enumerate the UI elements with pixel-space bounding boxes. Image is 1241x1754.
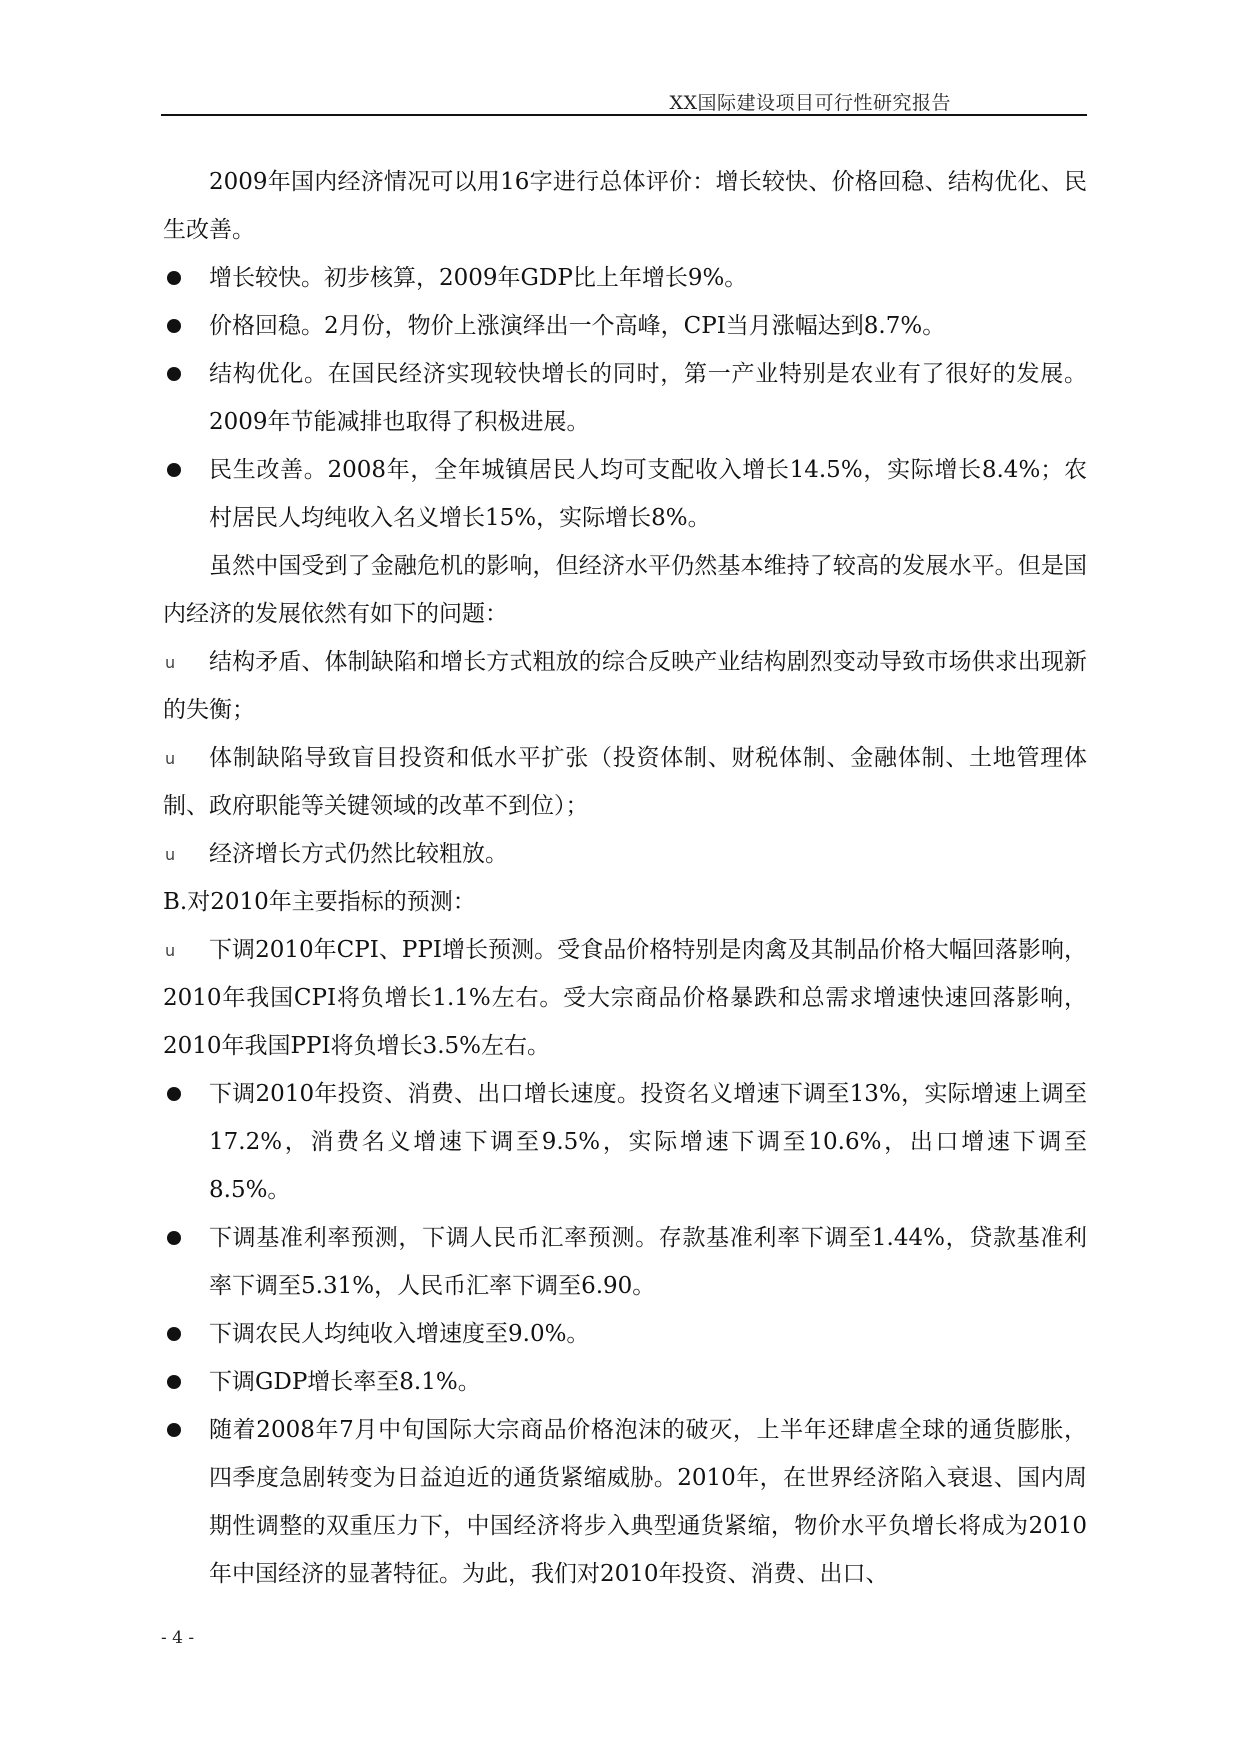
u-item-text: 结构矛盾、体制缺陷和增长方式粗放的综合反映产业结构剧烈变动导致市场供求出现新的失衡； [163,649,1087,723]
body-content [163,158,1087,1598]
u-item-text: 经济增长方式仍然比较粗放。 [209,841,508,867]
bullet-text: 增长较快。初步核算，2009年GDP比上年增长9%。 [209,265,748,291]
paragraph-problems: 虽然中国受到了金融危机的影响，但经济水平仍然基本维持了较高的发展水平。但是国内经济的发展依然有如下的问题： [163,553,1087,627]
bullet-dot-icon [167,1231,181,1245]
bullet-item [163,1358,1087,1406]
bullet-dot-icon [167,1423,181,1437]
u-marker: u [165,653,176,672]
bullet-item [163,1310,1087,1358]
bullet-item [163,446,1087,542]
u-item-text: 下调2010年CPI、PPI增长预测。受食品价格特别是肉禽及其制品价格大幅回落影响，2010年我国CPI将负增长1.1%左右。受大宗商品价格暴跌和总需求增速快速回落影响，2010年我国PPI将负增长3.5%左右。 [163,937,1087,1059]
bullet-dot-icon [167,1375,181,1389]
bullet-item [163,1406,1087,1598]
bullet-text: 结构优化。在国民经济实现较快增长的同时，第一产业特别是农业有了很好的发展。2009年节能减排也取得了积极进展。 [209,361,1087,435]
bullet-item [163,1214,1087,1310]
header-title: XX国际建设项目可行性研究报告 [669,92,951,114]
u-list-item [163,638,1087,734]
bullet-text: 下调2010年投资、消费、出口增长速度。投资名义增速下调至13%，实际增速上调至17.2%，消费名义增速下调至9.5%，实际增速下调至10.6%，出口增速下调至8.5%。 [209,1081,1087,1203]
bullet-item [163,254,1087,302]
bullet-dot-icon [167,1327,181,1341]
u-item-text: 体制缺陷导致盲目投资和低水平扩张（投资体制、财税体制、金融体制、土地管理体制、政府职能等关键领域的改革不到位）； [163,745,1087,819]
u-marker: u [165,941,176,960]
section-heading-b: B.对2010年主要指标的预测： [163,889,476,915]
page-number: - 4 - [161,1628,195,1648]
u-list-item [163,830,1087,878]
bullet-dot-icon [167,319,181,333]
bullet-item [163,302,1087,350]
u-list-item [163,734,1087,830]
bullet-dot-icon [167,367,181,381]
bullet-text: 价格回稳。2月份，物价上涨演绎出一个高峰，CPI当月涨幅达到8.7%。 [209,313,946,339]
bullet-item [163,1070,1087,1214]
u-marker: u [165,845,176,864]
bullet-text: 下调基准利率预测，下调人民币汇率预测。存款基准利率下调至1.44%，贷款基准利率下调至5.31%，人民币汇率下调至6.90。 [209,1225,1087,1299]
paragraph-summary: 2009年国内经济情况可以用16字进行总体评价：增长较快、价格回稳、结构优化、民生改善。 [163,169,1087,243]
header-rule [161,114,1087,116]
bullet-text: 下调GDP增长率至8.1%。 [209,1369,481,1395]
bullet-dot-icon [167,271,181,285]
bullet-text: 随着2008年7月中旬国际大宗商品价格泡沫的破灭，上半年还肆虐全球的通货膨胀，四季度急剧转变为日益迫近的通货紧缩威胁。2010年，在世界经济陷入衰退、国内周期性调整的双重压力下，中国经济将步入典型通货紧缩，物价水平负增长将成为2010年中国经济的显著特征。为此，我们对2010年投资、消费、出口、 [209,1417,1087,1587]
bullet-text: 民生改善。2008年，全年城镇居民人均可支配收入增长14.5%，实际增长8.4%；农村居民人均纯收入名义增长15%，实际增长8%。 [209,457,1087,531]
bullet-text: 下调农民人均纯收入增速度至9.0%。 [209,1321,590,1347]
bullet-dot-icon [167,1087,181,1101]
u-marker: u [165,749,176,768]
bullet-dot-icon [167,463,181,477]
u-list-item [163,926,1087,1070]
bullet-item [163,350,1087,446]
